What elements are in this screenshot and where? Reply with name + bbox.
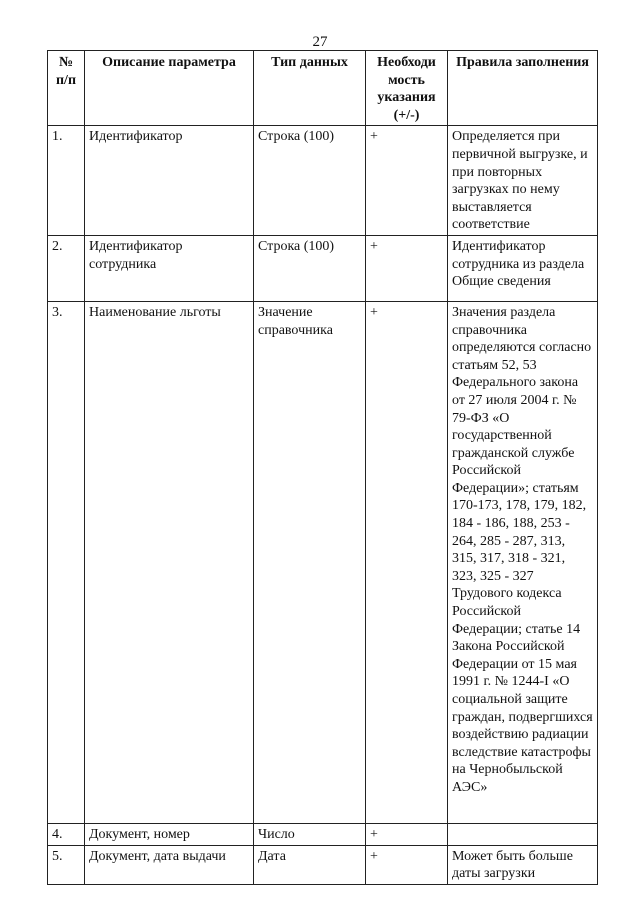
row-fill-rule bbox=[448, 823, 598, 845]
row-required: + bbox=[366, 235, 448, 301]
row-required: + bbox=[366, 845, 448, 884]
table-row bbox=[48, 301, 598, 823]
row-data-type: Строка (100) bbox=[254, 235, 366, 301]
table-row bbox=[48, 845, 598, 884]
header-fill-rules: Правила заполнения bbox=[448, 51, 598, 126]
row-data-type: Значение справочника bbox=[254, 301, 366, 823]
row-number: 4. bbox=[48, 823, 85, 845]
row-fill-rule: Может быть больше даты загрузки bbox=[448, 845, 598, 884]
table-row bbox=[48, 126, 598, 236]
parameters-table bbox=[47, 50, 598, 885]
row-required: + bbox=[366, 126, 448, 236]
header-description: Описание параметра bbox=[85, 51, 254, 126]
page-number: 27 bbox=[312, 34, 328, 50]
row-required: + bbox=[366, 301, 448, 823]
row-parameter-name: Идентификатор сотрудника bbox=[85, 235, 254, 301]
row-number: 3. bbox=[48, 301, 85, 823]
table-row bbox=[48, 235, 598, 301]
row-number: 1. bbox=[48, 126, 85, 236]
header-required: Необходи мость указания (+/-) bbox=[366, 51, 448, 126]
row-parameter-name: Документ, номер bbox=[85, 823, 254, 845]
header-number: № п/п bbox=[48, 51, 85, 126]
row-parameter-name: Идентификатор bbox=[85, 126, 254, 236]
row-number: 2. bbox=[48, 235, 85, 301]
row-data-type: Дата bbox=[254, 845, 366, 884]
table-row bbox=[48, 823, 598, 845]
row-fill-rule: Идентификатор сотрудника из раздела Общие сведения bbox=[448, 235, 598, 301]
row-number: 5. bbox=[48, 845, 85, 884]
row-data-type: Число bbox=[254, 823, 366, 845]
row-fill-rule: Определяется при первичной выгрузке, и при повторных загрузках по нему выставляется соответствие bbox=[448, 126, 598, 236]
row-data-type: Строка (100) bbox=[254, 126, 366, 236]
row-parameter-name: Документ, дата выдачи bbox=[85, 845, 254, 884]
header-data-type: Тип данных bbox=[254, 51, 366, 126]
table-header-row bbox=[48, 51, 598, 126]
row-required: + bbox=[366, 823, 448, 845]
row-parameter-name: Наименование льготы bbox=[85, 301, 254, 823]
row-fill-rule: Значения раздела справочника определяются согласно статьям 52, 53 Федерального закона от 27 июля 2004 г. № 79-ФЗ «О государственной гражданской службе Российской Федерации»; статьям 170-173, 178, 179, 182, 184 - 186, 188, 253 - 264, 285 - 287, 313, 315, 317, 318 - 321, 323, 325 - 327 Трудового кодекса Российской Федерации; статье 14 Закона Российской Федерации от 15 мая 1991 г. № 1244-I «О социальной защите граждан, подвергшихся воздействию радиации вследствие катастрофы на Чернобыльской АЭС» bbox=[448, 301, 598, 823]
